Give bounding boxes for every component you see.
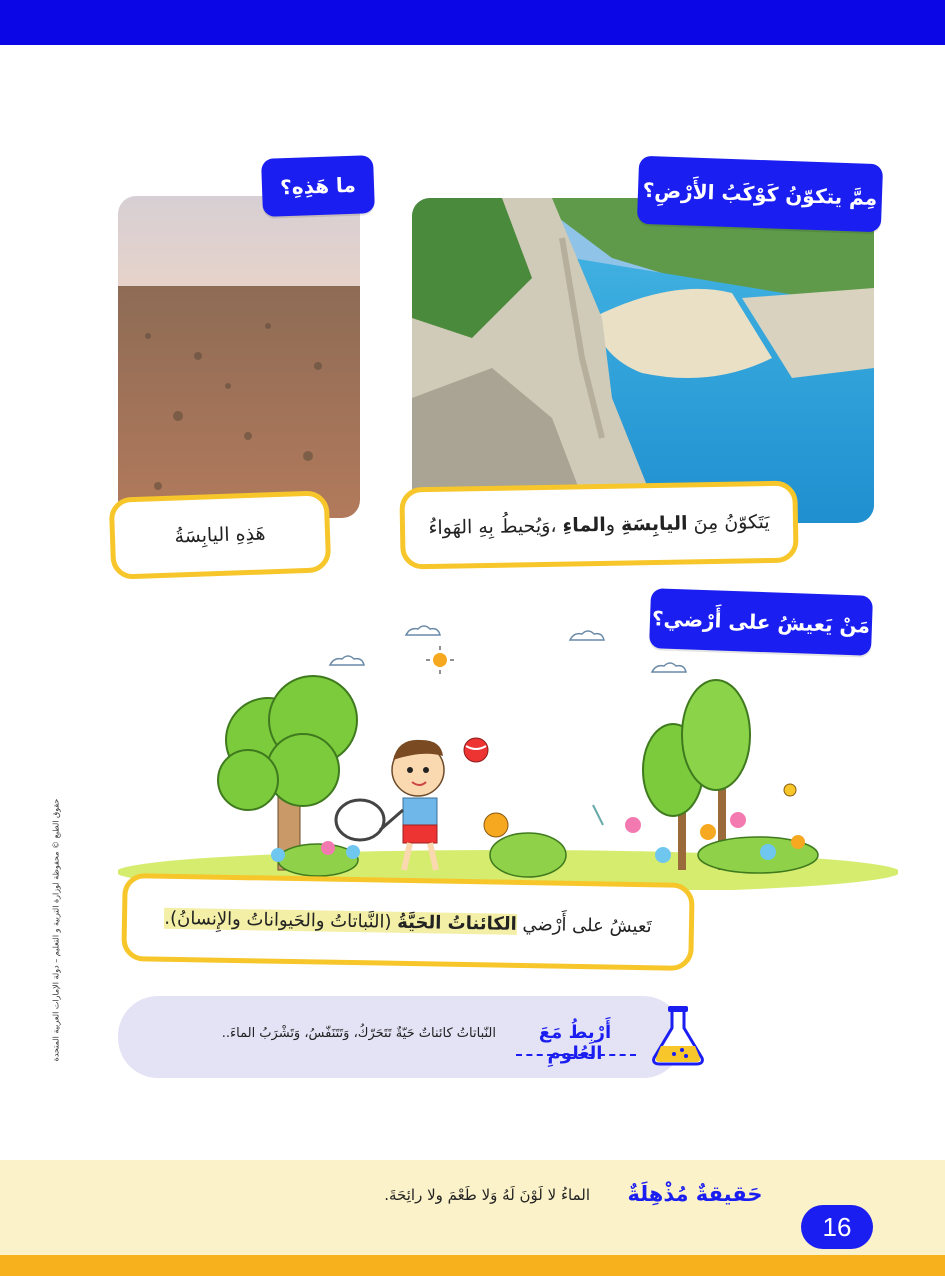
living-things-examples: (النَّباتاتُ والحَيواناتُ والإِنسانُ). bbox=[164, 907, 398, 933]
science-title-underline bbox=[516, 1054, 636, 1056]
answer1-land: اليابِسَةِ bbox=[620, 512, 688, 536]
answer-this-is-land-text: هَذِهِ اليابِسَةُ bbox=[174, 522, 266, 548]
science-text: النّباتاتُ كائناتٌ حَيّةٌ تَتَحَرّكُ، وَتَتَنَفّسُ، وَتَشْرَبُ الماءَ.. bbox=[221, 1026, 496, 1041]
living-highlight bbox=[164, 907, 517, 934]
amazing-fact-bar bbox=[0, 1160, 945, 1255]
copyright-text: حقوق الطبع © محفوظة لوزارة التربية و التعليم – دولة الإمارات العربية المتحدة bbox=[51, 798, 61, 1062]
answer1-prefix: يَتَكوّنُ مِنَ bbox=[687, 511, 770, 535]
question-earth-composition bbox=[637, 156, 883, 232]
fact-title: حَقيقةٌ مُذْهِلَةٌ bbox=[627, 1182, 763, 1206]
answer-earth-composition bbox=[399, 481, 798, 570]
living-things-text bbox=[164, 907, 652, 937]
question-what-is-this bbox=[261, 155, 375, 217]
answer-this-is-land bbox=[109, 490, 332, 580]
dry-land-photo bbox=[118, 196, 360, 518]
answer1-water: الماءِ bbox=[562, 513, 606, 537]
question-earth-composition-label: مِمَّ يتكوّنُ كَوْكَبُ الأَرْضِ؟ bbox=[642, 177, 878, 211]
answer-earth-composition-text bbox=[428, 511, 769, 539]
fact-text: الماءُ لا لَوْنَ لَهُ وَلا طَعْمَ ولا رائِحَةَ. bbox=[384, 1186, 590, 1204]
science-link-box bbox=[118, 996, 683, 1078]
answer1-suffix: ،وَيُحيطُ بِهِ الهَواءُ bbox=[428, 514, 563, 539]
question-what-is-this-label: ما هَذِهِ؟ bbox=[279, 172, 357, 200]
living-things-box bbox=[121, 873, 694, 971]
living-things-term: الكائناتُ الحَيَّةُ bbox=[397, 911, 517, 935]
living-things-illustration bbox=[118, 620, 898, 890]
science-title: أَرْبِطُ مَعَ العُلومِ bbox=[538, 1022, 612, 1064]
question-who-lives-label: مَنْ يَعيشُ على أَرْضي؟ bbox=[651, 606, 871, 638]
answer1-and: و bbox=[605, 513, 622, 536]
living-prefix: تَعيشُ على أَرْضي bbox=[516, 913, 652, 937]
flask-icon bbox=[648, 1004, 708, 1066]
page-number: 16 bbox=[801, 1205, 873, 1249]
copyright-note bbox=[36, 780, 76, 1080]
bottom-stripe bbox=[0, 1255, 945, 1276]
earth-landscape-photo bbox=[412, 198, 874, 523]
top-bar bbox=[0, 0, 945, 45]
